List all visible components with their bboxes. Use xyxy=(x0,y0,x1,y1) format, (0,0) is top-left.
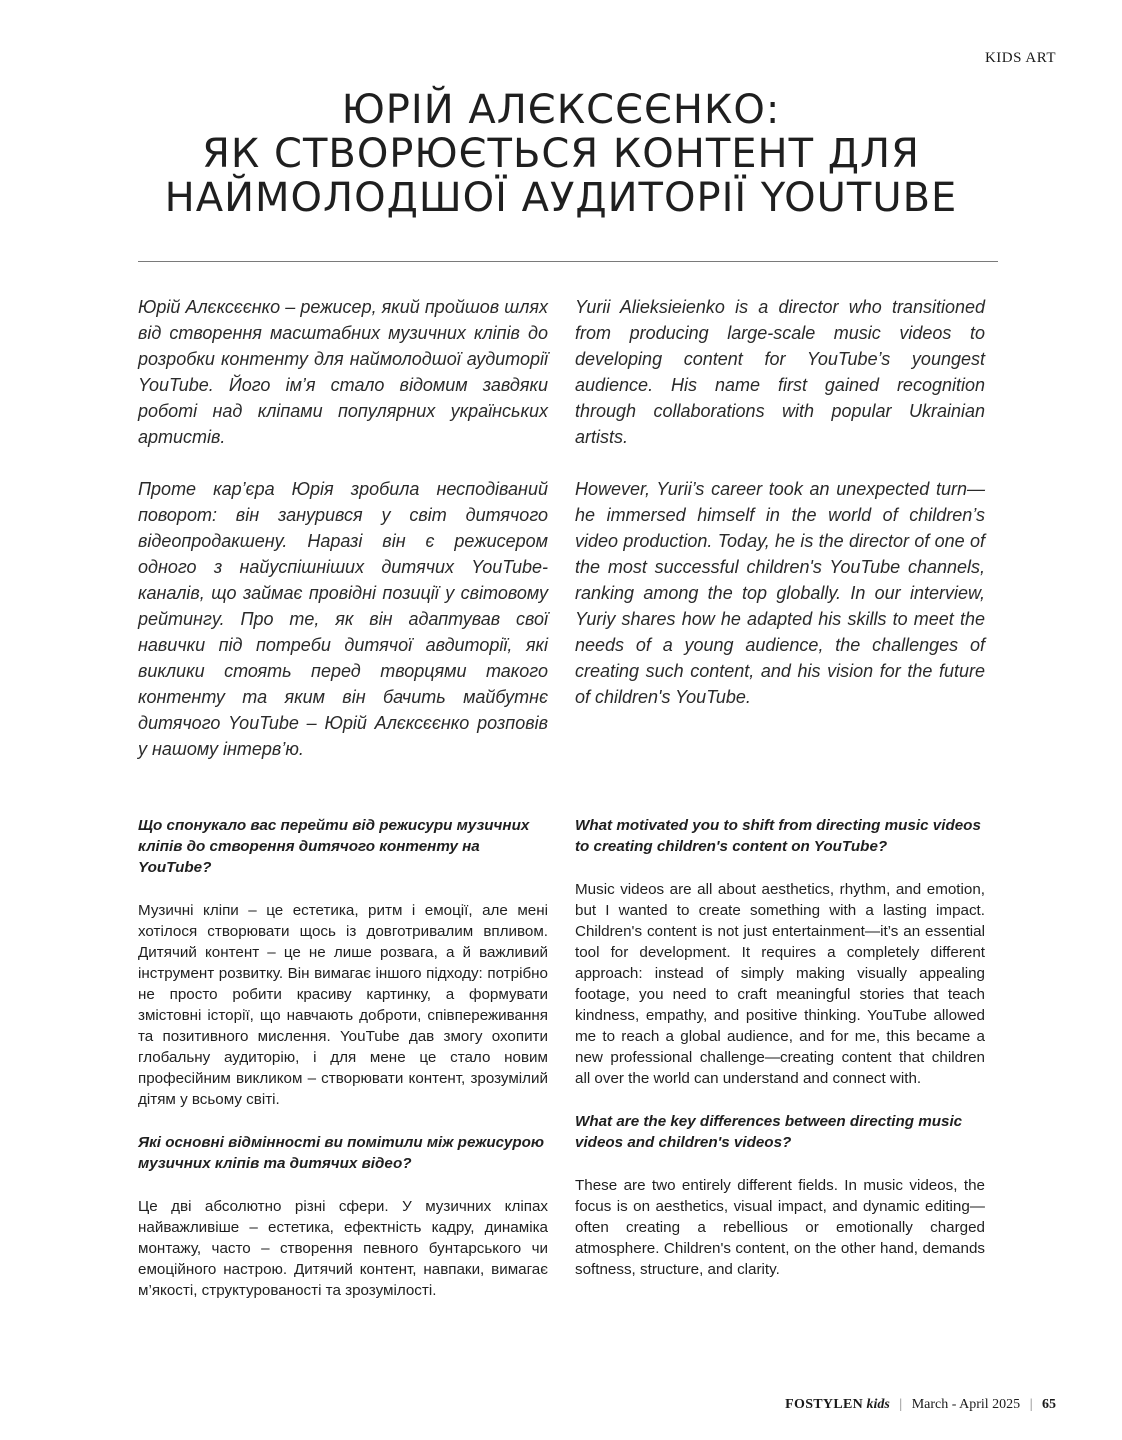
intro-paragraph: Yurii Alieksieienko is a director who transitioned from producing large-scale music videos to developing content for YouTube’s youngest audience. His name first gained recognition through collaborations with popular Ukrainian artists. xyxy=(575,297,985,447)
intro-english xyxy=(575,294,985,736)
magazine-brand-suffix: kids xyxy=(866,1397,890,1412)
intro-paragraph: Проте кар’єра Юрія зробила несподіваний поворот: він занурився у світ дитячого відеопродакшену. Наразі він є режисером одного з найуспішніших дитячих YouTube-каналів, що займає провідні позиції у світовому рейтингу. Про те, як він адаптував свої навички під потреби дитячої авдиторії, які виклики стоять перед творцями такого контенту та яким він бачить майбутнє дитячого YouTube – Юрій Алєксєєнко розповів у нашому інтерв’ю. xyxy=(138,479,548,759)
page-number: 65 xyxy=(1042,1397,1056,1412)
title-divider xyxy=(138,261,998,262)
article-title xyxy=(0,88,1122,220)
interview-english xyxy=(575,815,985,1280)
footer-separator: | xyxy=(1029,1397,1033,1412)
interview-question: Які основні відмінності ви помітили між режисурою музичних кліпів та дитячих відео? xyxy=(138,1134,545,1172)
footer-separator: | xyxy=(899,1397,903,1412)
title-line: ЮРІЙ АЛЄКСЄЄНКО: xyxy=(341,87,781,133)
interview-answer: These are two entirely different fields. In music videos, the focus is on aesthetics, visual impact, and dynamic editing—often creating a rebellious or emotionally charged atmosphere. Children's content, on the other hand, demands softness, structure, and clarity. xyxy=(575,1177,985,1278)
title-line: НАЙМОЛОДШОЇ АУДИТОРІЇ YOUTUBE xyxy=(164,175,958,221)
interview-answer: Music videos are all about aesthetics, rhythm, and emotion, but I wanted to create something with a lasting impact. Children's content is not just entertainment—it’s an essential tool for development. It requires a completely different approach: instead of simply making visually appealing footage, you need to craft meaningful stories that teach kindness, empathy, and positive thinking. YouTube allowed me to reach a global audience, and for me, this became a new professional challenge—creating content that children all over the world can understand and connect with. xyxy=(575,881,985,1087)
interview-question: Що спонукало вас перейти від режисури музичних кліпів до створення дитячого контенту на YouTube? xyxy=(138,817,530,876)
title-line: ЯК СТВОРЮЄТЬСЯ КОНТЕНТ ДЛЯ xyxy=(202,131,920,177)
interview-answer: Музичні кліпи – це естетика, ритм і емоції, але мені хотілося створювати щось із довготривалим впливом. Дитячий контент – це не лише розвага, а й важливий інструмент розвитку. Він вимагає іншого підходу: потрібно не просто робити красиву картинку, а формувати змістовні історії, що навчають доброти, співпереживання та позитивного мислення. YouTube дав змогу охопити глобальну аудиторію, і для мене це стало новим професійним викликом – створювати контент, зрозумілий дітям у всьому світі. xyxy=(138,902,548,1108)
section-tag: KIDS ART xyxy=(984,50,1056,66)
magazine-brand: FOSTYLEN xyxy=(785,1397,864,1412)
interview-question: What motivated you to shift from directing music videos to creating children's content on YouTube? xyxy=(575,817,981,855)
page-footer xyxy=(785,1397,1056,1413)
intro-paragraph: Юрій Алєксєєнко – режисер, який пройшов шлях від створення масштабних музичних кліпів до розробки контенту для наймолодшої аудиторії YouTube. Його ім’я стало відомим завдяки роботі над кліпами популярних українських артистів. xyxy=(138,297,548,447)
intro-paragraph: However, Yurii’s career took an unexpected turn—he immersed himself in the world of children’s video production. Today, he is the director of one of the most successful children's YouTube channels, ranking among the top globally. In our interview, Yuriy shares how he adapted his skills to meet the needs of a young audience, the challenges of creating such content, and his vision for the future of children's YouTube. xyxy=(575,479,985,707)
interview-question: What are the key differences between directing music videos and children's videos? xyxy=(575,1113,963,1151)
interview-answer: Це дві абсолютно різні сфери. У музичних кліпах найважливіше – естетика, ефектність кадру, динаміка монтажу, часто – створення певного бунтарського чи емоційного настрою. Дитячий контент, навпаки, вимагає м’якості, структурованості та зрозумілості. xyxy=(138,1198,548,1299)
interview-ukrainian xyxy=(138,815,548,1301)
issue-date: March - April 2025 xyxy=(911,1397,1021,1412)
intro-ukrainian xyxy=(138,294,548,788)
